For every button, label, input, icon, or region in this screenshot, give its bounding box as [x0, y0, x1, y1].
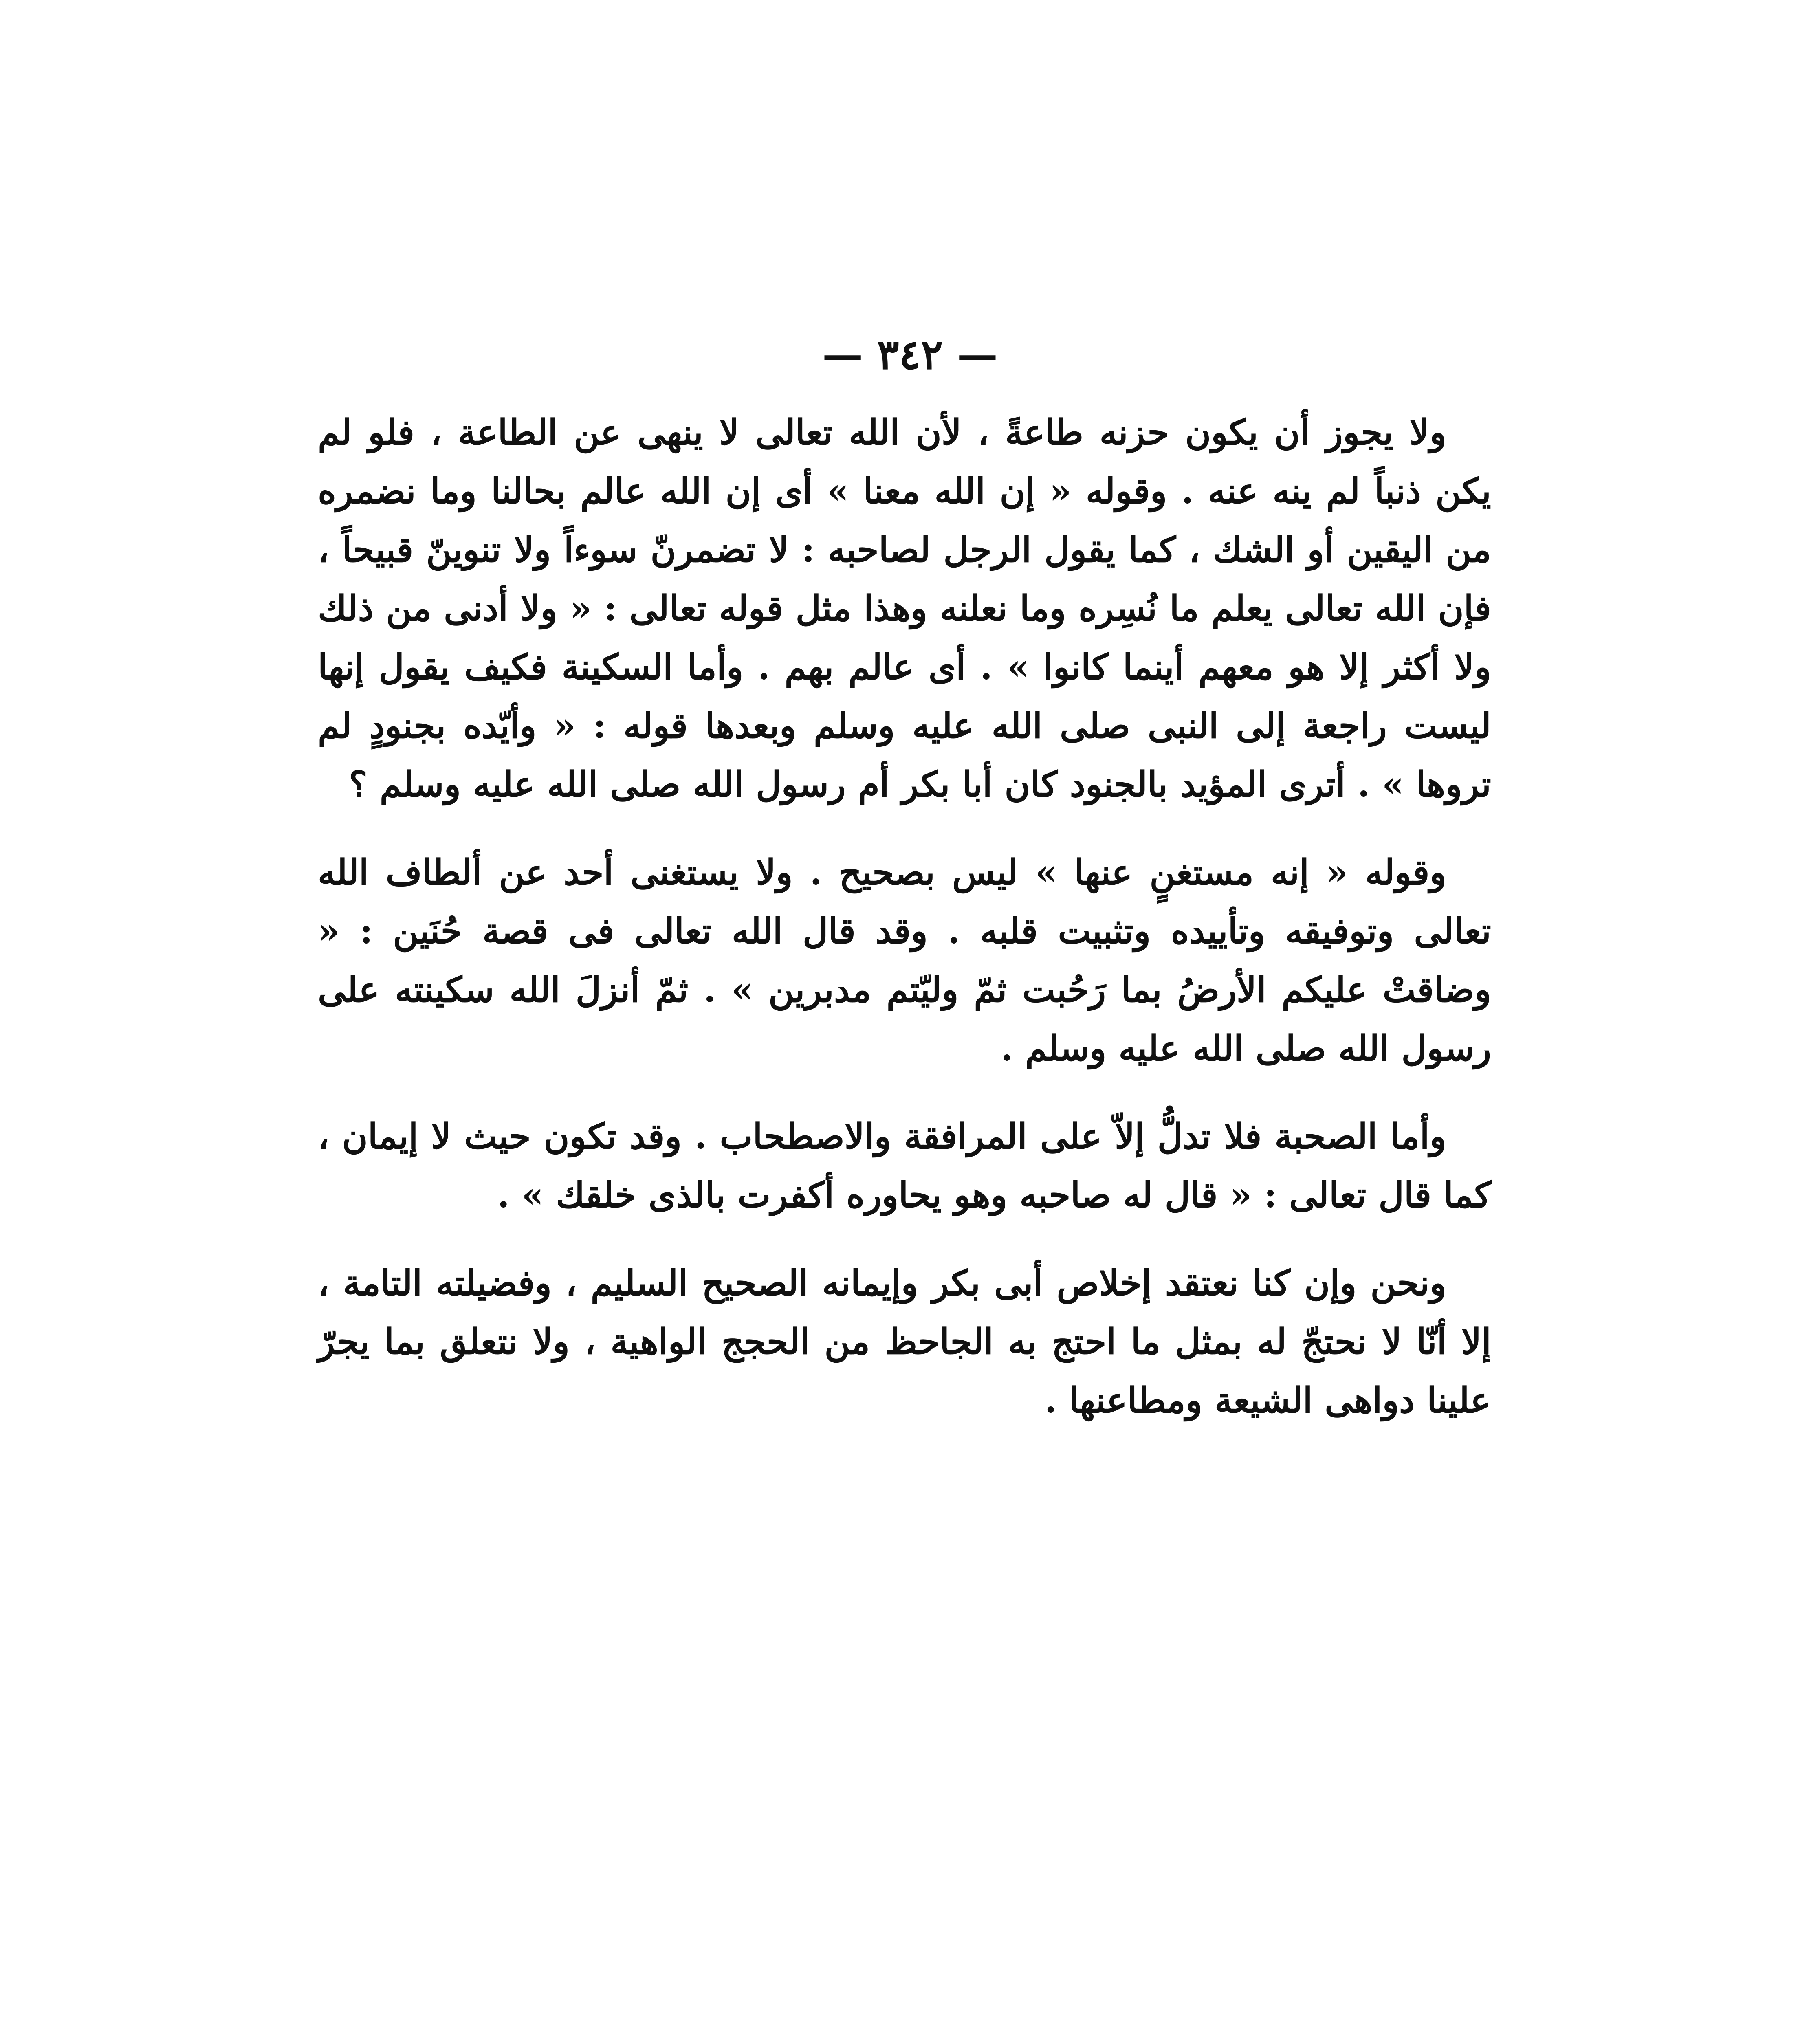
paragraph-4: ونحن وإن كنا نعتقد إخلاص أبى بكر وإيمانه الصحيح السليم ، وفضيلته التامة ، إلا أنّا لا نحتجّ له بمثل ما احتج به الجاحظ من الحجج الواهية ، ولا نتعلق بما يجرّ علينا دواهى الشيعة ومطاعنها . [318, 1263, 1491, 1421]
body-text [318, 403, 1491, 1459]
page-number: — ٣٤٢ — [822, 330, 998, 378]
paragraph-3: وأما الصحبة فلا تدلُّ إلاّ على المرافقة والاصطحاب . وقد تكون حيث لا إيمان ، كما قال تعالى : « قال له صاحبه وهو يحاوره أكفرت بالذى خلقك » . [318, 1116, 1491, 1216]
paragraph-2: وقوله « إنه مستغنٍ عنها » ليس بصحيح . ولا يستغنى أحد عن ألطاف الله تعالى وتوفيقه وتأييده وتثبيت قلبه . وقد قال الله تعالى فى قصة حُنَين : « وضاقتْ عليكم الأرضُ بما رَحُبت ثمّ وليّتم مدبرين » . ثمّ أنزلَ الله سكينته على رسول الله صلى الله عليه وسلم . [318, 852, 1491, 1069]
paragraph-1: ولا يجوز أن يكون حزنه طاعةً ، لأن الله تعالى لا ينهى عن الطاعة ، فلو لم يكن ذنباً لم ينه عنه . وقوله « إن الله معنا » أى إن الله عالم بحالنا وما نضمره من اليقين أو الشك ، كما يقول الرجل لصاحبه : لا تضمرنّ سوءاً ولا تنوينّ قبيحاً ، فإن الله تعالى يعلم ما نُسِره وما نعلنه وهذا مثل قوله تعالى : « ولا أدنى من ذلك ولا أكثر إلا هو معهم أينما كانوا » . أى عالم بهم . وأما السكينة فكيف يقول إنها ليست راجعة إلى النبى صلى الله عليه وسلم وبعدها قوله : « وأيّده بجنودٍ لم تروها » . أترى المؤيد بالجنود كان أبا بكر أم رسول الله صلى الله عليه وسلم ؟ [318, 412, 1491, 805]
